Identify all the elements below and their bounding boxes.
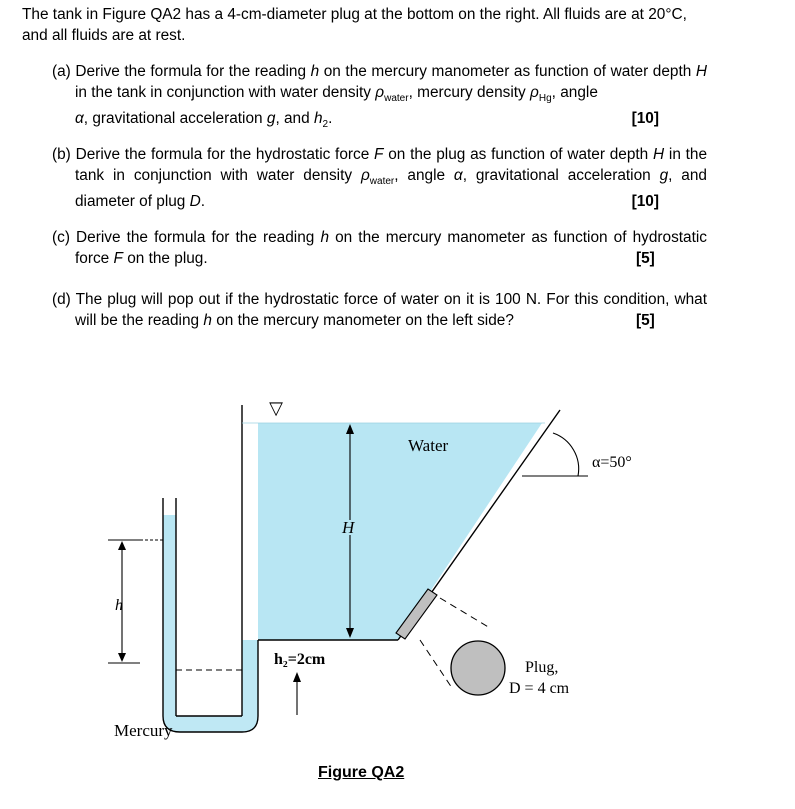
- sub-water: water: [384, 92, 409, 104]
- var-g: g: [659, 166, 669, 184]
- marks: [10]: [631, 110, 659, 128]
- var-D: D: [189, 193, 201, 211]
- h-label: h: [115, 597, 123, 614]
- question-intro: The tank in Figure QA2 has a 4-cm-diameter plug at the bottom on the right. All fluids are at 20°C, and all fluids are at rest.: [22, 6, 687, 44]
- sub-2: 2: [322, 119, 329, 131]
- var-h2-letter: h: [313, 110, 323, 128]
- part-text: The plug will pop out if the hydrostatic force of water on it is 100 N. For this condition, what will be the reading: [75, 291, 707, 329]
- var-F: F: [113, 249, 123, 267]
- var-h: h: [310, 63, 320, 80]
- part-text: on the mercury manometer as function of water depth: [323, 63, 692, 80]
- h2-label: h₂=2cm: [274, 651, 326, 668]
- rho-symbol: ρ: [375, 83, 385, 101]
- part-label: (c): [52, 229, 70, 246]
- part-a: [52, 62, 707, 136]
- part-text: on the mercury manometer on the left side?: [216, 311, 514, 329]
- part-text: , angle: [394, 166, 446, 184]
- var-H: H: [695, 63, 707, 80]
- part-label: (a): [52, 63, 71, 80]
- part-text: , and: [275, 110, 310, 128]
- var-F: F: [374, 146, 384, 163]
- tank-manometer-figure: [0, 380, 795, 809]
- var-alpha: α: [75, 110, 84, 128]
- H-label: H: [342, 518, 355, 537]
- part-text: , gravitational acceleration: [83, 110, 263, 128]
- part-c: (c) Derive the formula for the reading h on the mercury manometer as function of hydrostatic force F on the plug. [5]: [52, 229, 708, 267]
- var-h: h: [203, 311, 212, 329]
- h2-arrow: [293, 672, 301, 715]
- water-left-leg-top: [163, 515, 176, 540]
- part-label: (b): [52, 146, 71, 163]
- figure-caption: Figure QA2: [318, 764, 405, 781]
- rho-symbol: ρ: [360, 166, 370, 184]
- part-text: in the tank in conjunction with water density: [75, 146, 708, 184]
- marks: [10]: [631, 193, 659, 211]
- sub-water: water: [369, 175, 395, 187]
- part-text: Derive the formula for the reading: [75, 63, 307, 80]
- var-alpha: α: [453, 166, 463, 184]
- mercury-label: Mercury: [114, 721, 173, 740]
- plug-circle: [451, 641, 505, 695]
- part-label: (d): [52, 291, 71, 308]
- var-g: g: [266, 110, 276, 128]
- angle-marker: [522, 433, 588, 476]
- var-h2: [313, 110, 329, 131]
- part-text: .: [200, 193, 206, 211]
- part-text: on the plug as function of water depth: [388, 146, 649, 163]
- part-text: , angle: [551, 83, 598, 101]
- plug-diameter: D = 4 cm: [509, 680, 570, 697]
- part-text: , gravitational acceleration: [462, 166, 651, 184]
- water-region: [242, 423, 542, 640]
- free-surface-symbol: ▽: [269, 398, 283, 418]
- plug-label: Plug,: [525, 659, 559, 676]
- mercury-fill: [163, 540, 258, 732]
- var-H: H: [653, 146, 665, 163]
- rho-hg: [530, 83, 552, 104]
- part-text: , mercury density: [408, 83, 526, 101]
- part-text: Derive the formula for the hydrostatic force: [75, 146, 370, 163]
- rho-water: [360, 166, 395, 187]
- rho-water: [375, 83, 409, 104]
- part-text: Derive the formula for the reading: [76, 229, 315, 246]
- water-right-leg: [242, 640, 258, 670]
- part-text: , and diameter of plug: [75, 166, 707, 211]
- sub-hg: Hg: [538, 92, 552, 104]
- part-b: [52, 145, 707, 213]
- part-text: .: [328, 110, 333, 128]
- angle-label: α=50°: [592, 454, 632, 471]
- part-d: (d) The plug will pop out if the hydrostatic force of water on it is 100 N. For this condition, what will be the reading h on the mercury manometer on the left side? [5]: [52, 291, 707, 329]
- rho-symbol: ρ: [530, 83, 539, 101]
- part-text: in the tank in conjunction with water density: [75, 83, 372, 101]
- water-label: Water: [408, 436, 449, 455]
- var-h: h: [320, 229, 329, 246]
- part-text: on the plug.: [127, 249, 208, 267]
- part-text: on the mercury manometer as function of hydrostatic force: [75, 229, 708, 267]
